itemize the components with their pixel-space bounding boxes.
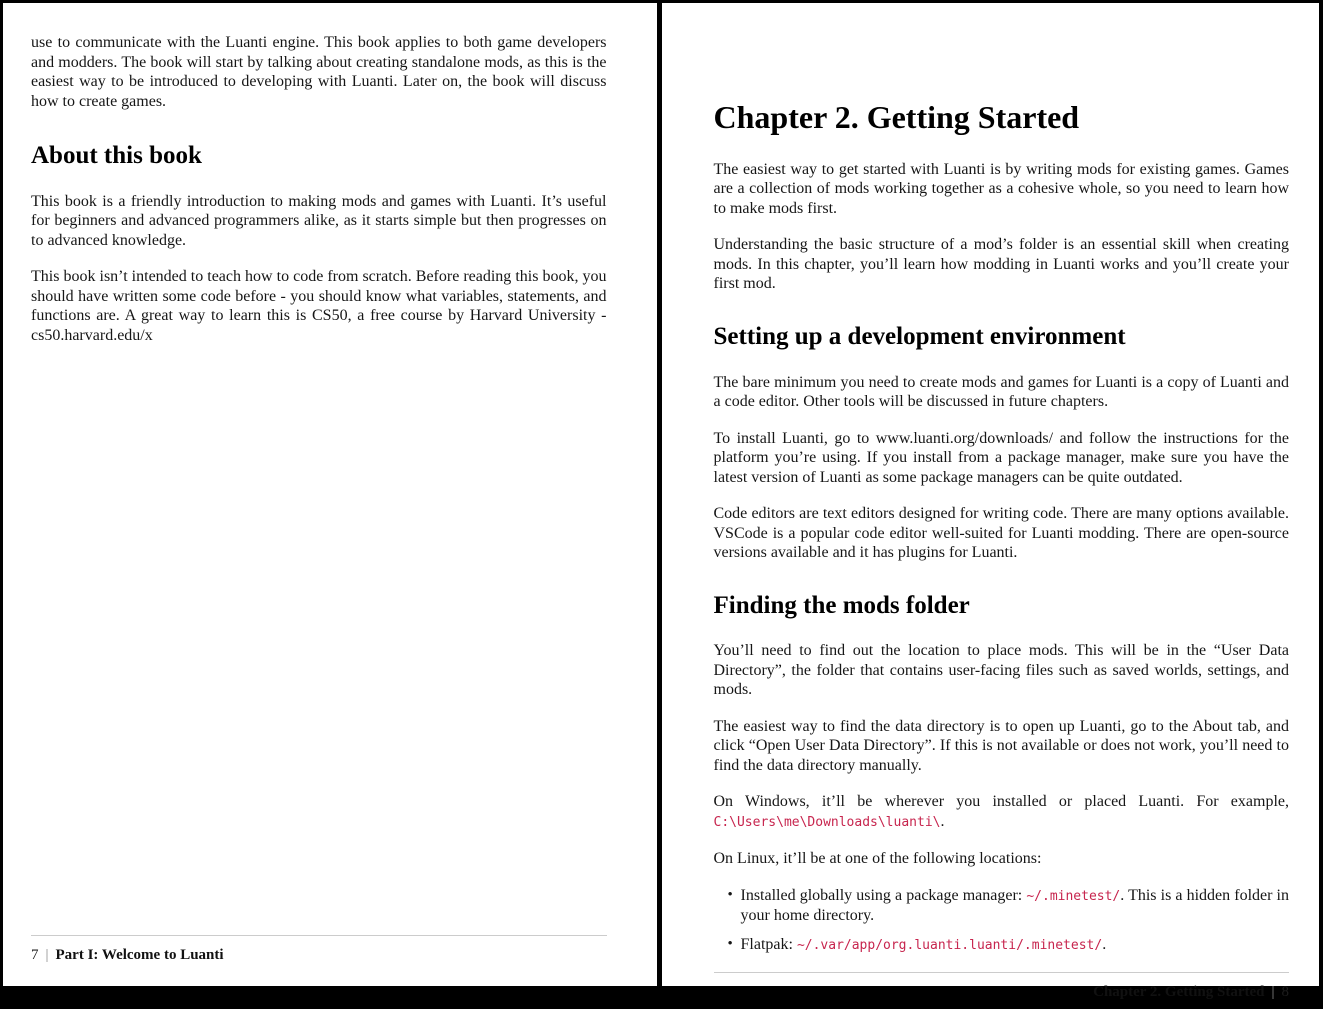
paragraph xyxy=(31,33,607,111)
paragraph xyxy=(714,504,1290,563)
paragraph xyxy=(714,641,1290,700)
paragraph xyxy=(714,717,1290,776)
text-run: The easiest way to get started with Luanti is by writing mods for existing games. Games are a collection of mods working together as a cohesive whole, so you need to learn how to make mods first. xyxy=(713,160,1289,217)
text-run: Flatpak: xyxy=(740,935,797,953)
inline-code: ~/.minetest/ xyxy=(1026,888,1121,904)
text-run: . xyxy=(1102,935,1107,953)
text-run: Understanding the basic structure of a mod’s folder is an essential skill when creating mods. In this chapter, you’ll learn how modding in Luanti works and you’ll create your first mod. xyxy=(713,236,1289,293)
text-run: Code editors are text editors designed for writing code. There are many options available. VSCode is a popular code editor well-suited for Luanti modding. There are open-source versions available and it has plugins for Luanti. xyxy=(713,505,1289,562)
section-heading: Setting up a development environment xyxy=(713,322,1126,350)
text-run: use to communicate with the Luanti engine. This book applies to both game developers and modders. The book will start by talking about creating standalone mods, as this is the easiest way to be introduced to developing with Luanti. Later on, the book will discuss how to create games. xyxy=(31,34,607,110)
text-run: Installed globally using a package manager: xyxy=(740,886,1027,904)
paragraph xyxy=(714,373,1290,412)
paragraph xyxy=(31,267,607,345)
text-run: The easiest way to find the data directory is to open up Luanti, go to the About tab, and click “Open User Data Directory”. If this is not available or does not work, you’ll need to find the data directory manually. xyxy=(713,717,1289,774)
page-right xyxy=(662,3,1320,1001)
paragraph xyxy=(714,235,1290,294)
list-item xyxy=(728,886,1290,926)
page-left xyxy=(3,3,657,986)
inline-code: ~/.var/app/org.luanti.luanti/.minetest/ xyxy=(796,937,1103,953)
section-heading: Finding the mods folder xyxy=(713,591,970,619)
chapter-title: Chapter 2. Getting Started xyxy=(713,99,1080,135)
footer-page-number: 7 xyxy=(31,947,39,963)
list-item xyxy=(728,935,1290,956)
text-run: On Linux, it’ll be at one of the following locations: xyxy=(713,850,1042,868)
bullet-list xyxy=(714,886,1290,956)
text-run: To install Luanti, go to www.luanti.org/downloads/ and follow the instructions for the platform you’re using. If you install from a package manager, make sure you have the latest version of Luanti as some package managers can be quite outdated. xyxy=(713,429,1289,486)
text-run: . This is a hidden folder in your home directory. xyxy=(740,886,1289,925)
text-run: This book is a friendly introduction to making mods and games with Luanti. It’s useful for beginners and advanced programmers alike, as it starts simple but then progresses on to advanced knowledge. xyxy=(31,192,607,249)
inline-code: C:\Users\me\Downloads\luanti\ xyxy=(713,814,941,830)
text-run: . xyxy=(940,812,945,830)
footer-separator: | xyxy=(45,947,49,963)
text-run: On Windows, it’ll be wherever you installed or placed Luanti. For example, xyxy=(713,793,1289,811)
paragraph xyxy=(31,192,607,251)
section-heading: About this book xyxy=(31,142,202,169)
text-run: The bare minimum you need to create mods and games for Luanti is a copy of Luanti and a code editor. Other tools will be discussed in future chapters. xyxy=(713,373,1289,411)
paragraph xyxy=(714,792,1290,832)
footer-separator: | xyxy=(1271,984,1275,1001)
footer-part-label: Part I: Welcome to Luanti xyxy=(55,947,224,963)
paragraph xyxy=(714,429,1290,488)
page-left-footer xyxy=(31,935,607,972)
paragraph xyxy=(714,849,1290,869)
page-right-footer xyxy=(714,972,1290,1009)
text-run: This book isn’t intended to teach how to code from scratch. Before reading this book, you should have written some code before - you should know what variables, statements, and functions are. A great way to learn this is CS50, a free course by Harvard University - cs50.harvard.edu/x xyxy=(31,268,607,344)
page-right-body xyxy=(714,33,1290,972)
page-left-body xyxy=(31,33,607,935)
text-run: You’ll need to find out the location to place mods. This will be in the “User Data Directory”, the folder that contains user-facing files such as saved worlds, settings, and mods. xyxy=(713,642,1289,699)
paragraph xyxy=(714,160,1290,219)
footer-chapter-label: Chapter 2. Getting Started xyxy=(1093,984,1265,1001)
footer-page-number: 8 xyxy=(1281,984,1289,1001)
